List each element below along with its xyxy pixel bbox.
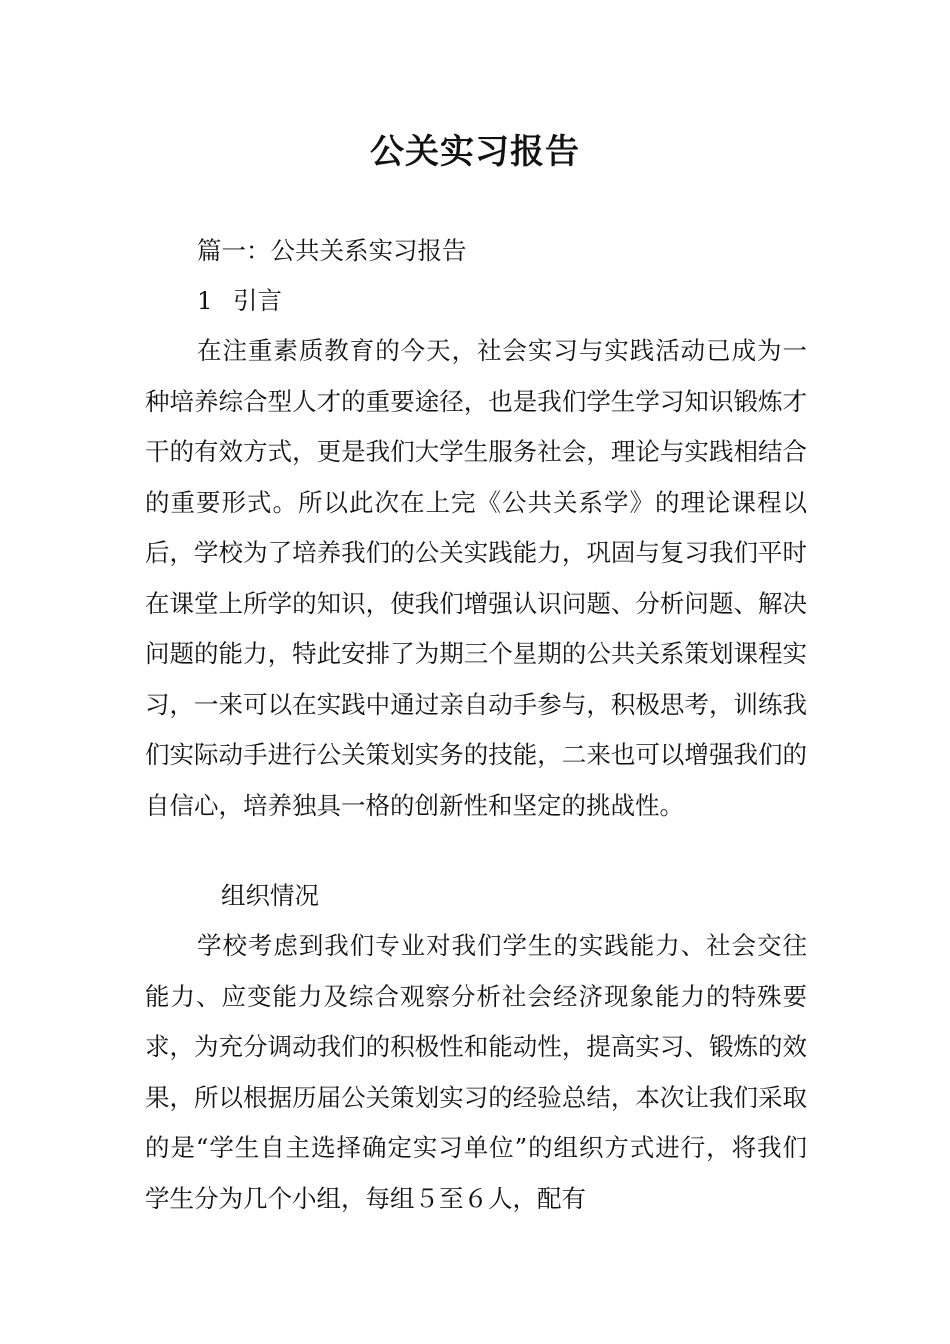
intro-heading-line [197, 276, 282, 327]
section-heading: 篇一：公共关系实习报告 [197, 236, 467, 265]
paragraph-organization: 学校考虑到我们专业对我们学生的实践能力、社会交往能力、应变能力及综合观察分析社会经济现象能力的特殊要求，为充分调动我们的积极性和能动性，提高实习、锻炼的效果，所以根据历届公关策划实习的经验总结，本次让我们采取的是“学生自主选择确定实习单位”的组织方式进行，将我们学生分为几个小组，每组５至６人，配有 [145, 931, 807, 1213]
org-heading: 组织情况 [221, 881, 319, 910]
document-title: 公关实习报告 [370, 132, 580, 172]
intro-number: 1 [197, 286, 213, 315]
paragraph-intro: 在注重素质教育的今天，社会实习与实践活动已成为一种培养综合型人才的重要途径，也是我们学生学习知识锻炼才干的有效方式，更是我们大学生服务社会，理论与实践相结合的重要形式。所以此次在上完《公共关系学》的理论课程以后，学校为了培养我们的公关实践能力，巩固与复习我们平时在课堂上所学的知识，使我们增强认识问题、分析问题、解决问题的能力，特此安排了为期三个星期的公共关系策划课程实习，一来可以在实践中通过亲自动手参与，积极思考，训练我们实际动手进行公关策划实务的技能，二来也可以增强我们的自信心，培养独具一格的创新性和坚定的挑战性。 [145, 336, 807, 820]
intro-heading: 引言 [233, 286, 282, 315]
